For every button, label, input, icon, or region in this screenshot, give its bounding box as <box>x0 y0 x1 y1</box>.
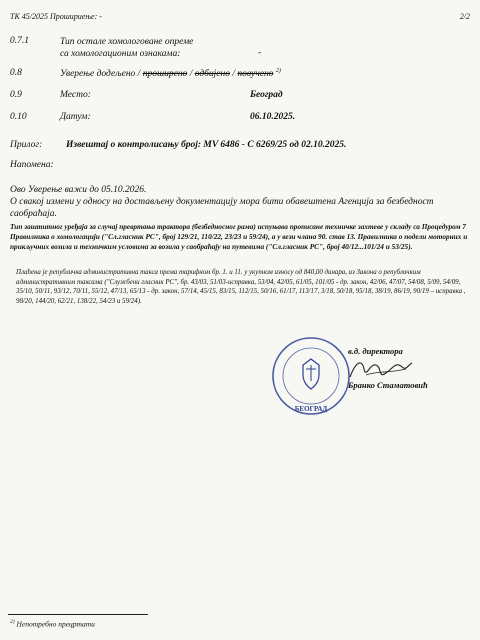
label-part: Уверење додељено / <box>60 69 143 80</box>
validity-note: Ово Уверење важи до 05.10.2026. <box>10 185 147 195</box>
footnote-text: Непотребно прецртати <box>16 619 95 629</box>
item-value: - <box>258 48 262 58</box>
stamp-city: БЕОГРАД <box>294 405 328 413</box>
attachment-value: Извештај о контролисању број: MV 6486 - C 6269/25 од 02.10.2025. <box>66 140 347 150</box>
item-label: Датум: <box>60 112 91 122</box>
signatory-title: в.д. директора <box>348 346 403 356</box>
change-notice: О свакој измени у односу на достављену документацију мора бити обавештена Агенција за безбедност саобраћаја. <box>10 197 434 219</box>
official-stamp <box>270 335 352 417</box>
label-part: / <box>187 69 195 80</box>
label-part-struck: повучено <box>237 69 274 80</box>
item-label <box>60 68 281 79</box>
document-reference: ТК 45/2025 Прошириење: - <box>10 12 102 21</box>
footnote-mark: 2) <box>10 619 15 625</box>
item-value: 06.10.2025. <box>250 112 296 122</box>
label-part-struck: проширено <box>142 69 188 80</box>
label-part-struck: одбијено <box>194 69 230 80</box>
fee-paragraph: Плаћена је републичка административна такса према тарифном бр. 1. и 11. у укупном износу од 840,00 динара, из Закона о републичким административним таксама ("Службени гласник РС", бр. 43/03, 51/03-исправка, 53/04, 42/05, 61/05, 101/05 - др. закон, 42/06, 47/07, 54/08, 5/09, 54/09, 35/10, 50/11, 93/12, 70/11, 55/12, 47/13, 65/13 - др. закон, 57/14, 45/15, 83/15, 112/15, 50/16, 61/17, 113/17, 3/18, 50/18, 95/18, 38/19, 86/19, 90/19 – исправка , 98/20, 144/20, 62/21, 138/22, 54/23 и 59/24). <box>16 269 466 305</box>
signatory-name: Бранко Стаматовић <box>348 380 428 390</box>
remarks-label: Напомена: <box>10 160 54 170</box>
item-number: 0.7.1 <box>10 36 29 46</box>
attachment-label: Прилог: <box>10 140 43 150</box>
item-number: 0.10 <box>10 112 27 122</box>
item-label: Место: <box>60 90 91 100</box>
footnote-ref: 2) <box>275 68 281 74</box>
compliance-paragraph: Тип заштитног уређаја за случај превртања трактора (безбедносног рама) испуњава прописане техничке захтеве у складу са Процедуром 7 Правилника о хомологацији ("Сл.гласник РС", број 129/21, 110/22, 23/23 и 59/24), а у вези члана 90. став 13. Правилника о подели моторних и прикључних возила и техничким условима за возила у саобраћају на путевима ("Сл.гласник РС", број 40/12...101/24 и 53/25). <box>10 222 468 251</box>
label-part: / <box>229 69 238 80</box>
item-label <box>60 36 193 60</box>
item-label-line: Тип осталe хомологоване опреме <box>60 37 194 47</box>
footnote <box>10 619 95 629</box>
page-number: 2/2 <box>459 12 470 21</box>
item-value: Београд <box>250 90 283 100</box>
item-label-line: са хомологационим ознакама: <box>60 49 181 59</box>
footnote-divider <box>8 614 148 615</box>
item-number: 0.8 <box>10 68 22 78</box>
item-number: 0.9 <box>10 90 22 100</box>
